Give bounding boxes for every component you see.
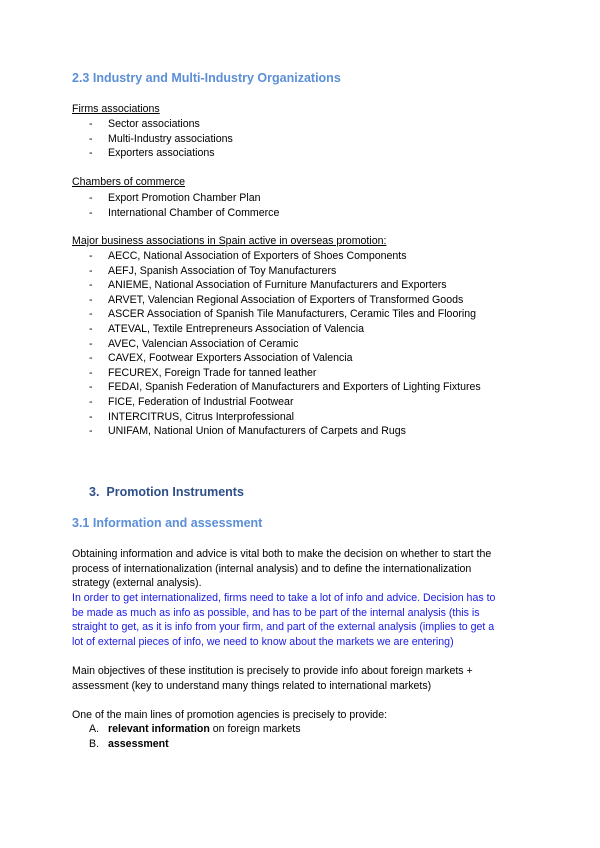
list-item (89, 722, 301, 737)
firms-associations-title: Firms associations (72, 103, 160, 115)
list-item: - FEDAI, Spanish Federation of Manufacturers and Exporters of Lighting Fixtures (89, 380, 481, 395)
section-3-title: Promotion Instruments (106, 485, 244, 499)
paragraph-line: Obtaining information and advice is vital both to make the decision on whether to start the (72, 548, 492, 560)
list-item: - CAVEX, Footwear Exporters Association of Valencia (89, 351, 481, 366)
list-bold-text: assessment (108, 737, 169, 750)
list-item: - ASCER Association of Spanish Tile Manufacturers, Ceramic Tiles and Flooring (89, 307, 481, 322)
section-3-number: 3. (89, 485, 100, 499)
list-item: - FICE, Federation of Industrial Footwear (89, 395, 481, 410)
list-letter: A. (89, 723, 100, 735)
paragraph-intro (72, 547, 532, 591)
section-2-3-heading: 2.3 Industry and Multi-Industry Organizations (72, 71, 341, 85)
section-3-1-heading: 3.1 Information and assessment (72, 516, 263, 530)
list-item: - INTERCITRUS, Citrus Interprofessional (89, 410, 481, 425)
list-item: - ANIEME, National Association of Furniture Manufacturers and Exporters (89, 278, 481, 293)
list-bold-text: relevant information (108, 723, 210, 735)
paragraph-line: One of the main lines of promotion agencies is precisely to provide: (72, 709, 388, 721)
list-item: - ARVET, Valencian Regional Association of Exporters of Transformed Goods (89, 293, 481, 308)
list-item: - ATEVAL, Textile Entrepreneurs Association of Valencia (89, 322, 481, 337)
paragraph-line: assessment (key to understand many things related to international markets) (72, 679, 432, 692)
list-letter: B. (89, 737, 100, 750)
list-item: - AEFJ, Spanish Association of Toy Manufacturers (89, 264, 481, 279)
paragraph-line: lot of external pieces of info, we need to know about the markets we are entering) (72, 635, 454, 648)
paragraph-line: In order to get internationalized, firms need to take a lot of info and advice. Decision has to (72, 592, 496, 604)
paragraph-line: be made as much as info as possible, and has to be part of the internal analysis (this is (72, 606, 480, 619)
list-item: - Sector associations (89, 117, 233, 132)
spain-associations-list (89, 249, 481, 439)
paragraph-main-lines (72, 708, 532, 723)
paragraph-line: straight to get, as it is info from your firm, and part of the external analysis (implies to get a (72, 621, 495, 634)
paragraph-objectives (72, 664, 532, 693)
list-item: - Exporters associations (89, 146, 233, 161)
list-item: - UNIFAM, National Union of Manufacturers of Carpets and Rugs (89, 424, 481, 439)
list-item: - Export Promotion Chamber Plan (89, 191, 279, 206)
list-item: - AVEC, Valencian Association of Ceramic (89, 337, 481, 352)
spain-associations-title: Major business associations in Spain active in overseas promotion: (72, 235, 387, 247)
chambers-title: Chambers of commerce (72, 176, 186, 188)
list-item: - AECC, National Association of Exporters of Shoes Components (89, 249, 481, 264)
list-item (89, 737, 301, 752)
paragraph-line: Main objectives of these institution is precisely to provide info about foreign markets + (72, 665, 473, 677)
paragraph-line: process of internationalization (internal analysis) and to define the internationalization (72, 562, 472, 575)
paragraph-line: strategy (external analysis). (72, 577, 202, 590)
chambers-list (89, 191, 279, 220)
paragraph-notes-blue (72, 591, 532, 649)
list-item: - International Chamber of Commerce (89, 206, 279, 221)
list-rest-text: on foreign markets (209, 723, 301, 735)
section-3-heading (89, 485, 244, 499)
firms-associations-list (89, 117, 233, 161)
list-item: - FECUREX, Foreign Trade for tanned leather (89, 366, 481, 381)
list-item: - Multi-Industry associations (89, 132, 233, 147)
promotion-lines-list (89, 722, 301, 751)
